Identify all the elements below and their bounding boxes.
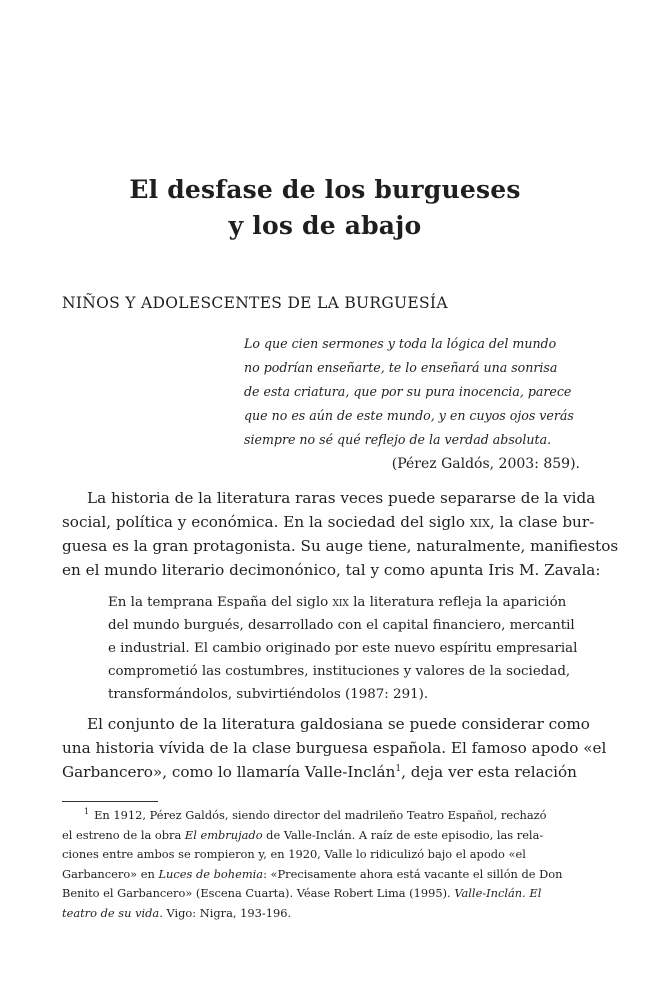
paragraph-line: Garbancero», como lo llamaría Valle-Inclán$^1$, deja ver esta relación [62, 763, 577, 781]
footnote-line: ciones entre ambos se rompieron y, en 1920, Valle lo ridiculizó bajo el apodo «el [62, 847, 526, 862]
footnote-line: Garbancero» en Luces de bohemia: «Precisamente ahora está vacante el sillón de Don [62, 866, 563, 881]
epigraph [244, 332, 580, 452]
footnote-line: $^1$ En 1912, Pérez Galdós, siendo director del madrileño Teatro Español, rechazó [84, 807, 547, 822]
quote-line: del mundo burgués, desarrollado con el capital financiero, mercantil [108, 618, 575, 633]
paragraph-line: guesa es la gran protagonista. Su auge tiene, naturalmente, manifiestos [62, 537, 619, 555]
chapter-title-line-2: y los de abajo [228, 211, 422, 240]
epigraph-line: siempre no sé qué reflejo de la verdad absoluta. [244, 432, 552, 447]
footnote [62, 806, 582, 924]
footnote-line: teatro de su vida. Vigo: Nigra, 193-196. [62, 905, 292, 920]
work-title: El embrujado [184, 827, 263, 842]
epigraph-citation: (Pérez Galdós, 2003: 859). [391, 456, 580, 472]
paragraph-line: social, política y económica. En la sociedad del siglo xix, la clase bur- [62, 513, 595, 531]
footnote-marker: 1 [84, 807, 90, 817]
chapter-title-line-1: El desfase de los burgueses [129, 175, 521, 204]
footnote-line: Benito el Garbancero» (Escena Cuarta). Véase Robert Lima (1995). Valle-Inclán. El [62, 886, 542, 901]
chapter-title [0, 172, 650, 244]
quote-line: comprometió las costumbres, instituciones y valores de la sociedad, [108, 664, 571, 679]
work-title: teatro de su vida [62, 905, 160, 920]
body-paragraph-1 [62, 486, 619, 582]
epigraph-line: que no es aún de este mundo, y en cuyos ojos verás [244, 408, 574, 423]
paragraph-line: La historia de la literatura raras veces puede separarse de la vida [87, 489, 596, 507]
body-paragraph-2 [62, 712, 607, 784]
century-numeral: xix [469, 513, 490, 531]
quote-line: En la temprana España del siglo xix la literatura refleja la aparición [108, 595, 567, 610]
epigraph-line: Lo que cien sermones y toda la lógica del mundo [244, 336, 557, 351]
footnote-divider [62, 801, 158, 802]
century-numeral: xix [332, 595, 349, 610]
work-title: Valle-Inclán. El [454, 886, 542, 901]
paragraph-line: en el mundo literario decimonónico, tal y como apunta Iris M. Zavala: [62, 561, 601, 579]
section-heading: NIÑOS Y ADOLESCENTES DE LA BURGUESÍA [62, 294, 448, 312]
epigraph-line: de esta criatura, que por su pura inocencia, parece [244, 384, 572, 399]
paragraph-line: El conjunto de la literatura galdosiana se puede considerar como [87, 715, 590, 733]
footnote-reference[interactable]: 1 [395, 763, 402, 774]
work-title: Luces de bohemia [158, 866, 264, 881]
quote-line: transformándolos, subvirtiéndolos (1987: 291). [108, 687, 429, 702]
block-quotation [108, 591, 582, 706]
quote-line: e industrial. El cambio originado por este nuevo espíritu empresarial [108, 641, 578, 656]
footnote-line: el estreno de la obra El embrujado de Valle-Inclán. A raíz de este episodio, las rela- [62, 827, 544, 842]
epigraph-line: no podrían enseñarte, te lo enseñará una sonrisa [244, 360, 558, 375]
paragraph-line: una historia vívida de la clase burguesa española. El famoso apodo «el [62, 739, 607, 757]
